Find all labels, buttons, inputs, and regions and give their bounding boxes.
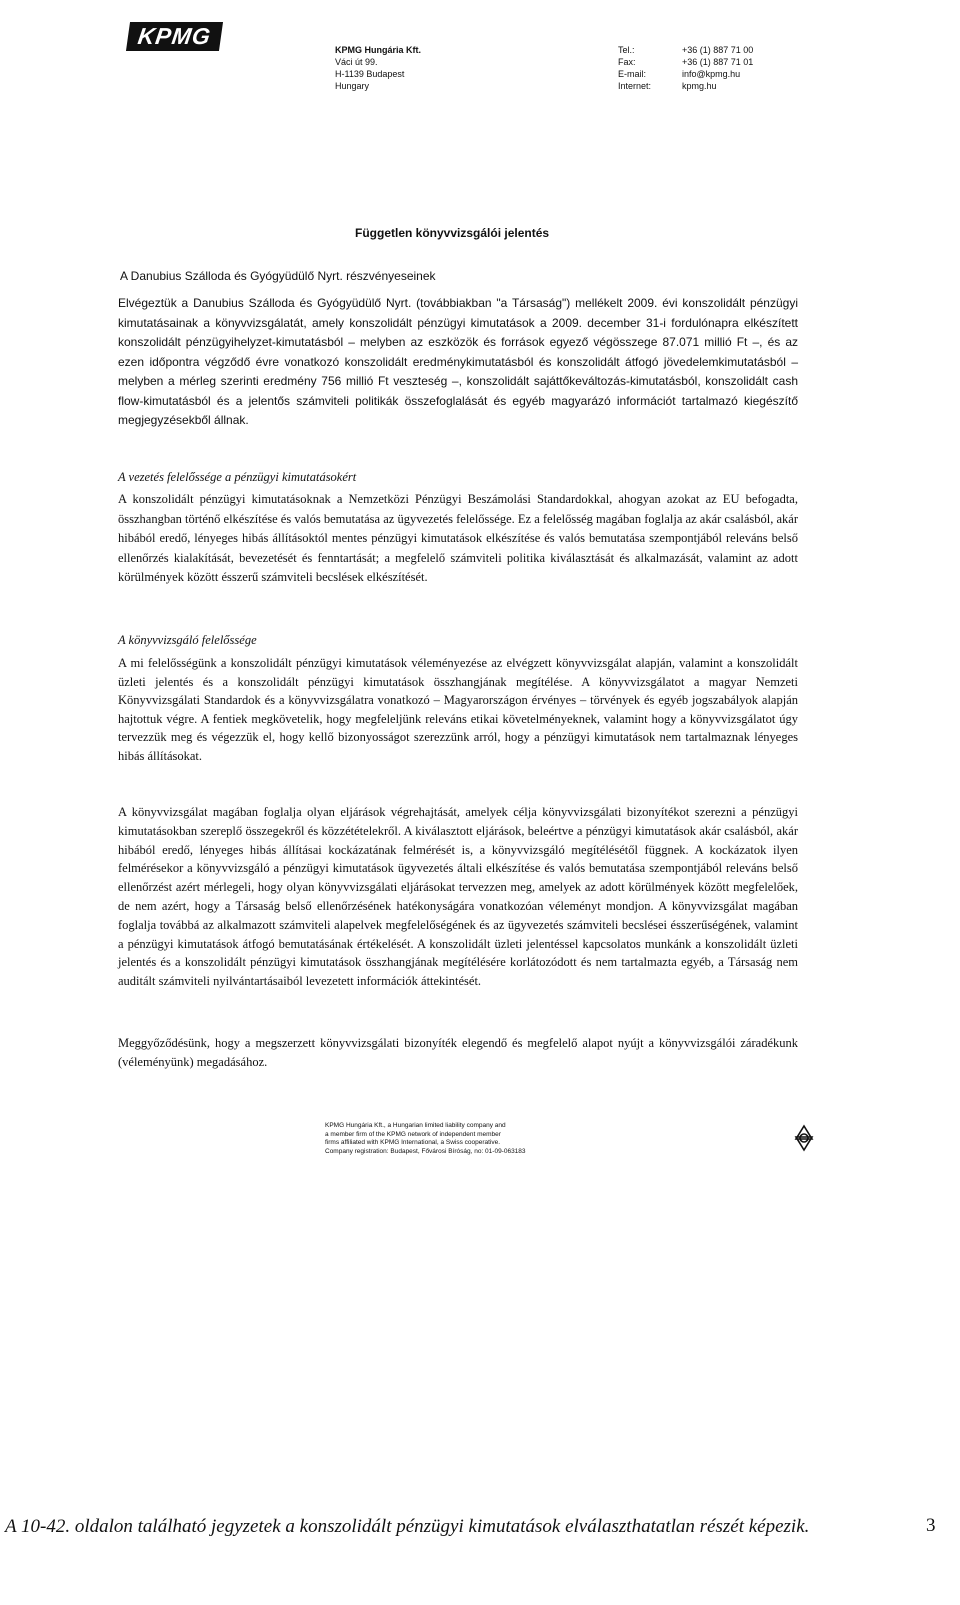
contact-info: [618, 44, 753, 92]
footer-note: A 10-42. oldalon található jegyzetek a konszolidált pénzügyi kimutatások elválaszthatatlan részét képezik.: [5, 1516, 810, 1537]
page-number: 3: [926, 1515, 936, 1536]
registration-line: firms affiliated with KPMG International, a Swiss cooperative.: [325, 1139, 501, 1146]
intro-paragraph: Elvégeztük a Danubius Szálloda és Gyógyüdülő Nyrt. (továbbiakban "a Társaság") mellékelt 2009. évi konszolidált pénzügyi kimutatásainak a könyvvizsgálatát, amely konszolidált pénzügyi kimutatások a 2009. december 31-i fordulónapra elkészített konszolidált pénzügyihelyzet-kimutatásból – melyben az eszközök és források egyező végösszege 87.071 millió Ft –, és az ezen időpontra végződő évre vonatkozó konszolidált eredménykimutatásból és konszolidált átfogó jövedelemkimutatásból – melyben a mérleg szerinti eredmény 756 millió Ft veszteség –, konszolidált sajáttőkeváltozás-kimutatásból, konszolidált cash flow-kimutatásból és a jelentős számviteli politikák összefoglalását és egyéb magyarázó információt tartalmazó kiegészítő megjegyzésekből állnak.: [118, 296, 798, 427]
management-responsibility-heading: A vezetés felelőssége a pénzügyi kimutatásokért: [118, 470, 357, 484]
addressee: A Danubius Szálloda és Gyógyüdülő Nyrt. részvényeseinek: [120, 269, 436, 283]
kpmg-logo: KPMG: [126, 22, 223, 51]
street: Váci út 99.: [335, 57, 378, 67]
country: Hungary: [335, 81, 370, 91]
registration-line: Company registration: Budapest, Fővárosi Bíróság, no: 01-09-063183: [325, 1147, 526, 1155]
tel-value: +36 (1) 887 71 00: [682, 45, 754, 55]
tel-label: Tel.:: [618, 45, 635, 55]
company-name: KPMG Hungária Kft.: [335, 45, 422, 55]
report-title: Független könyvvizsgálói jelentés: [355, 226, 550, 240]
email-label: E-mail:: [618, 69, 647, 79]
auditor-responsibility-text-2: A könyvvizsgálat magában foglalja olyan eljárások végrehajtását, amelyek célja könyvvizsgálati bizonyítékot szerezni a pénzügyi kimutatásokban szereplő összegekről és közzétételekről. A kiválasztott eljárások, beleértve a pénzügyi kimutatások akár csalásból, akár hibából eredő, lényeges hibás állításai kockázatának felmérését is, a könyvvizsgáló megítélésétől függnek. A kockázatok ilyen felmérésekor a könyvvizsgáló a pénzügyi kimutatások ügyvezetés általi elkészítése és valós bemutatása szempontjából releváns belső ellenőrzést azért mérlegeli, hogy olyan könyvvizsgálati eljárásokat tervezzen meg, amelyek az adott körülmények között megfelelőek, de nem azért, hogy a Társaság belső ellenőrzésének hatékonyságára vonatkozóan véleményt mondjon. A könyvvizsgálat magában foglalja továbbá az alkalmazott számviteli alapelvek megfelelőségének és az ügyvezetés számviteli becslései ésszerűségének, valamint a pénzügyi kimutatások átfogó bemutatásának értékelését. A konszolidált üzleti jelentéssel kapcsolatos munkánk a konszolidált üzleti jelentés és a konszolidált pénzügyi kimutatások összhangjának megítélésére korlátozódott és nem tartalmazta egyéb, a Társaság nem auditált számviteli nyilvántartásaiból levezetett információk áttekintését.: [118, 805, 798, 989]
internet-value: kpmg.hu: [682, 81, 717, 91]
internet-label: Internet:: [618, 81, 652, 91]
company-registration: [325, 1122, 585, 1156]
recycle-icon: [788, 1122, 820, 1154]
registration-line: a member firm of the KPMG network of independent member: [325, 1130, 501, 1138]
fax-value: +36 (1) 887 71 01: [682, 57, 754, 67]
auditor-responsibility-heading: A könyvvizsgáló felelőssége: [118, 633, 257, 647]
city: H-1139 Budapest: [335, 69, 405, 79]
auditor-responsibility-text-3: Meggyőződésünk, hogy a megszerzett könyvvizsgálati bizonyíték elegendő és megfelelő alapot nyújt a könyvvizsgálói záradékunk (véleményünk) megadásához.: [118, 1036, 798, 1069]
company-address: [335, 44, 421, 92]
management-responsibility-text: A konszolidált pénzügyi kimutatásoknak a Nemzetközi Pénzügyi Beszámolási Standardokkal, ahogyan azokat az EU befogadta, összhangban történő elkészítése és valós bemutatása az ügyvezetés felelőssége. Ez a felelősség magában foglalja az akár csalásból, akár hibából eredő, lényeges hibás állításoktól mentes pénzügyi kimutatások elkészítése és valós bemutatása szempontjából releváns belső ellenőrzés kialakítását, bevezetését és fenntartását; a megfelelő számviteli politika kiválasztását és alkalmazását, valamint az adott körülmények között ésszerű számviteli becslések elkészítését.: [118, 492, 798, 584]
email-value: info@kpmg.hu: [682, 69, 741, 79]
fax-label: Fax:: [618, 57, 636, 67]
registration-line: KPMG Hungária Kft., a Hungarian limited liability company and: [325, 1122, 506, 1129]
auditor-responsibility-text-1: A mi felelősségünk a konszolidált pénzügyi kimutatások véleményezése az elvégzett könyvvizsgálat alapján, valamint a konszolidált üzleti jelentés és a konszolidált pénzügyi kimutatások összhangjának megítélése. A könyvvizsgálatot a magyar Nemzeti Könyvvizsgálati Standardok és a könyvvizsgálatra vonatkozó – Magyarországon érvényes – törvények és egyéb jogszabályok alapján hajtottuk végre. A fentiek megkövetelik, hogy megfeleljünk releváns etikai követelményeknek, valamint hogy a könyvvizsgálatot úgy tervezzük meg és végezzük el, hogy kellő bizonyosságot szerezzünk arról, hogy a pénzügyi kimutatások nem tartalmaznak lényeges hibás állításokat.: [118, 656, 798, 763]
